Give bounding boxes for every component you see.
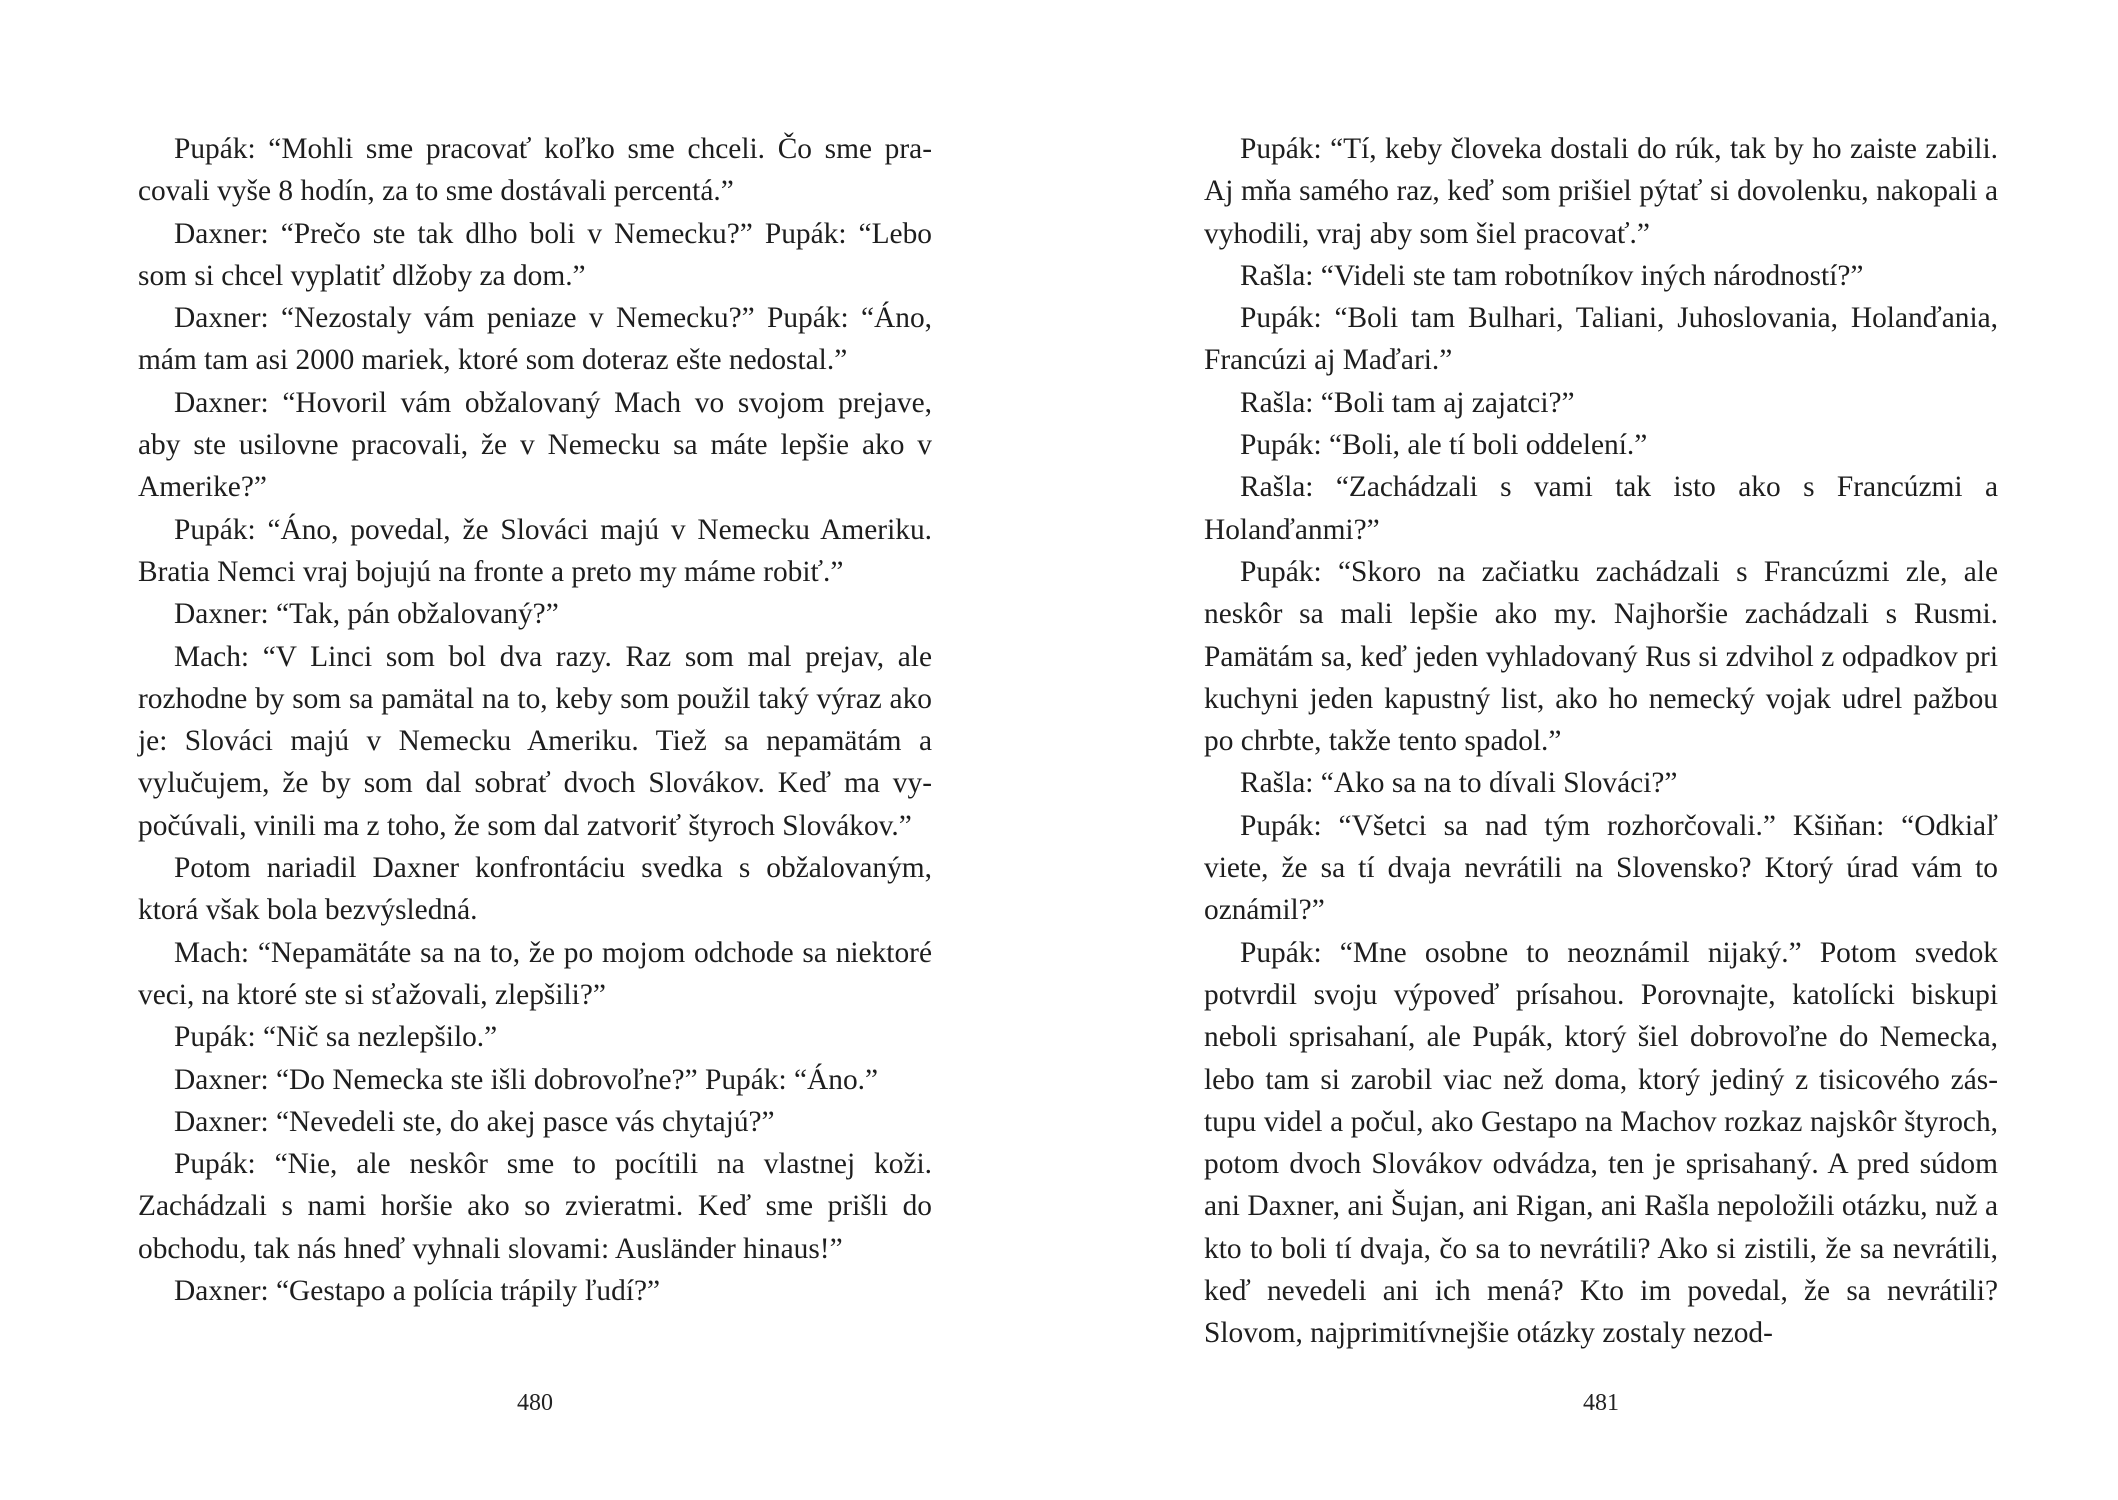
right-paragraph-8: Rašla: “Ako sa na to dívali Slováci?”: [1240, 767, 1678, 800]
right-paragraph-6: Rašla: “Zachádzali s vami tak isto ako s Francúzmi a Holanďanmi?”: [1204, 471, 1998, 546]
left-paragraph-3: Daxner: “Nezostaly vám peniaze v Nemecku?” Pupák: “Áno, mám tam asi 2000 mariek, ktoré som doteraz ešte nedostal.”: [138, 302, 932, 377]
left-paragraph-6: Daxner: “Tak, pán obžalovaný?”: [174, 598, 559, 631]
left-page: [138, 128, 932, 1312]
right-paragraph-4: Rašla: “Boli tam aj zajatci?”: [1240, 386, 1575, 419]
right-paragraph-10: Pupák: “Mne osobne to neoznámil nijaký.” Potom svedok potvrdil svoju výpoveď prísahou. Porovnajte, katolícki biskupi neboli sprisahaní, ale Pupák, ktorý šiel dobrovoľne do Nemecka, lebo tam si zarobil viac než doma, ktorý jediný z tisicového zástupu videl a počul, ako Gestapo na Machov rozkaz najskôr štyroch, potom dvoch Slovákov odvádza, ten je sprisahaný. A pred súdom ani Daxner, ani Šujan, ani Rigan, ani Rašla nepoložili otázku, nuž a kto to boli tí dvaja, čo sa to nevrátili? Ako si zistili, že sa nevrátili, keď nevedeli ani ich mená? Kto im povedal, že sa nevrátili? Slovom, najprimitívnejšie otázky zostaly nezod-: [1204, 936, 1998, 1350]
left-paragraph-8: Potom nariadil Daxner konfrontáciu svedka s obžalovaným, ktorá však bola bezvýsledná.: [138, 852, 932, 927]
left-paragraph-4: Daxner: “Hovoril vám obžalovaný Mach vo svojom prejave, aby ste usilovne pracovali, že v Nemecku sa máte lepšie ako v Amerike?”: [138, 386, 932, 504]
right-paragraph-2: Rašla: “Videli ste tam robotníkov iných národností?”: [1240, 259, 1864, 292]
left-paragraph-7: Mach: “V Linci som bol dva razy. Raz som mal prejav, ale rozhodne by som sa pamätal na to, keby som použil taký výraz ako je: Slováci majú v Nemecku Ameriku. Tiež sa nepamätám a vylučujem, že by som dal sobrať dvoch Slovákov. Keď ma vypočúvali, vinili ma z toho, že som dal zatvoriť štyroch Slovákov.”: [138, 640, 932, 842]
left-paragraph-13: Pupák: “Nie, ale neskôr sme to pocítili na vlastnej koži. Zachádzali s nami horšie ako so zvieratmi. Keď sme prišli do obchodu, tak nás hneď vyhnali slovami: Ausländer hinaus!”: [138, 1148, 932, 1265]
left-paragraph-2: Daxner: “Prečo ste tak dlho boli v Nemecku?” Pupák: “Lebo som si chcel vyplatiť dlžoby za dom.”: [138, 217, 932, 292]
left-paragraph-5: Pupák: “Áno, povedal, že Slováci majú v Nemecku Ameriku. Bratia Nemci vraj bojujú na fronte a preto my máme robiť.”: [138, 513, 932, 588]
left-paragraph-9: Mach: “Nepamätáte sa na to, že po mojom odchode sa niektoré veci, na ktoré ste si sťažovali, zlepšili?”: [138, 936, 932, 1011]
right-paragraph-3: Pupák: “Boli tam Bulhari, Taliani, Juhoslovania, Holanďania, Francúzi aj Maďari.”: [1204, 302, 1998, 377]
left-paragraph-14: Daxner: “Gestapo a polícia trápily ľudí?”: [174, 1275, 661, 1308]
right-page: [1204, 128, 1998, 1355]
left-paragraph-11: Daxner: “Do Nemecka ste išli dobrovoľne?” Pupák: “Áno.”: [174, 1063, 879, 1096]
left-paragraph-10: Pupák: “Nič sa nezlepšilo.”: [174, 1021, 498, 1054]
right-paragraph-5: Pupák: “Boli, ale tí boli oddelení.”: [1240, 429, 1648, 462]
right-paragraph-9: Pupák: “Všetci sa nad tým rozhorčovali.” Kšiňan: “Odkiaľ viete, že sa tí dvaja nevrátili na Slovensko? Ktorý úrad vám to oznámil?”: [1204, 809, 1998, 927]
right-page-number: 481: [1583, 1390, 1619, 1416]
left-paragraph-1: Pupák: “Mohli sme pracovať koľko sme chceli. Čo sme pracovali vyše 8 hodín, za to sme dostávali percentá.”: [138, 133, 932, 208]
right-paragraph-1: Pupák: “Tí, keby človeka dostali do rúk, tak by ho zaiste zabili. Aj mňa samého raz, keď som prišiel pýtať si dovolenku, nakopali a vyhodili, vraj aby som šiel pracovať.”: [1204, 133, 1998, 250]
left-paragraph-12: Daxner: “Nevedeli ste, do akej pasce vás chytajú?”: [174, 1105, 775, 1138]
right-paragraph-7: Pupák: “Skoro na začiatku zachádzali s Francúzmi zle, ale neskôr sa mali lepšie ako my. Najhoršie zachádzali s Rusmi. Pamätám sa, keď jeden vyhladovaný Rus si zdvihol z odpadkov pri kuchyni jeden kapustný list, ako ho nemecký vojak udrel pažbou po chrbte, takže tento spadol.”: [1204, 555, 1998, 758]
left-page-number: 480: [517, 1390, 553, 1416]
